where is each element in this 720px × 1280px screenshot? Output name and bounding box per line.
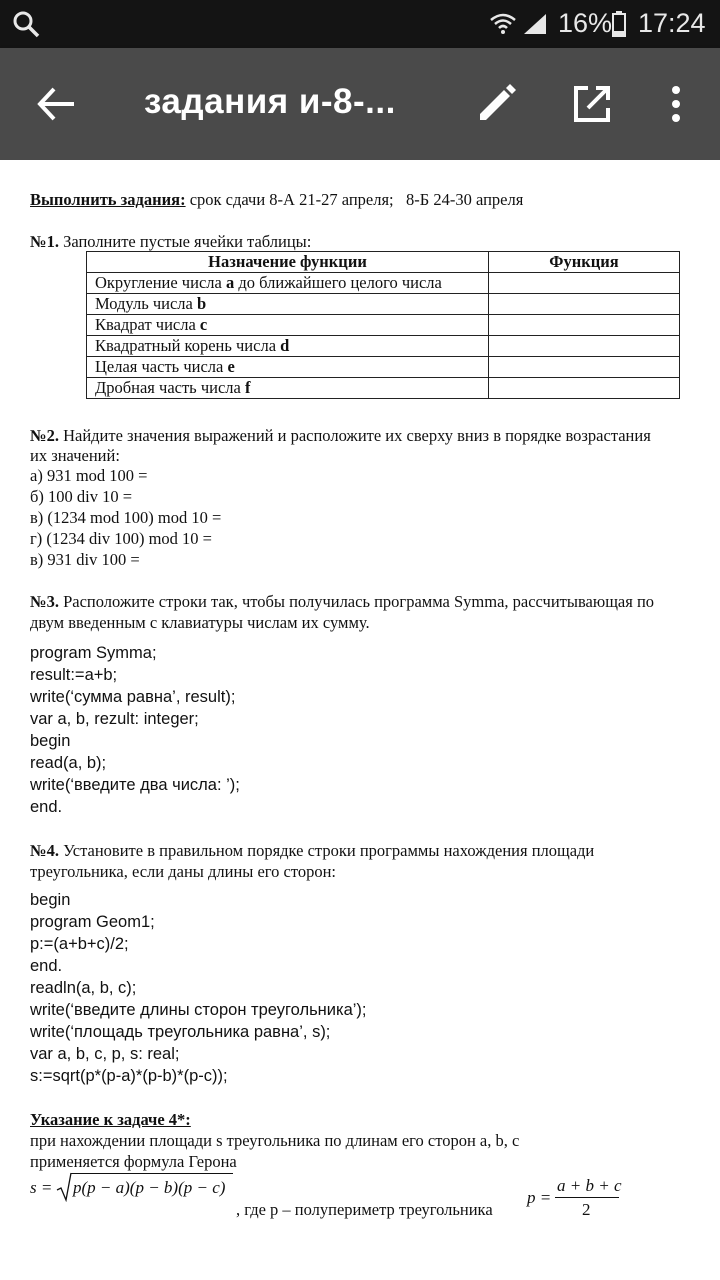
code-line: begin (30, 891, 71, 909)
hint-title: Указание к задаче 4*: (30, 1110, 191, 1129)
wifi-icon (490, 12, 516, 36)
empty-cell (489, 357, 680, 378)
list-item: а) 931 mod 100 = (30, 466, 148, 485)
code-line: var a, b, c, p, s: real; (30, 1045, 180, 1063)
back-arrow-icon[interactable] (36, 86, 76, 122)
code-line: end. (30, 957, 63, 975)
list-item: в) (1234 mod 100) mod 10 = (30, 508, 222, 527)
table-row: Целая часть числа e (87, 357, 680, 378)
task3-heading: №3. Расположите строки так, чтобы получилась программа Symma, рассчитывающая по (30, 592, 655, 611)
edit-pencil-icon[interactable] (476, 84, 516, 124)
document-title: задания и-8-... (144, 82, 396, 121)
table-row: Округление числа a до ближайшего целого числа (87, 273, 680, 294)
code-line: program Symma; (30, 644, 157, 662)
formula-p-denominator: 2 (582, 1200, 591, 1219)
battery-icon (612, 11, 626, 37)
table-row: Квадратный корень числа d (87, 336, 680, 357)
code-line: end. (30, 798, 63, 816)
table-row: Модуль числа b (87, 294, 680, 315)
code-line: write(‘введите длины сторон треугольника’); (30, 1001, 367, 1019)
code-line: write(‘сумма равна’, result); (30, 688, 236, 706)
clock: 17:24 (638, 8, 706, 38)
empty-cell (489, 378, 680, 399)
battery-percent: 16% (558, 8, 613, 38)
code-line: begin (30, 732, 71, 750)
list-item: в) 931 div 100 = (30, 550, 140, 569)
signal-icon (522, 12, 548, 36)
code-line: program Geom1; (30, 913, 155, 931)
list-item: г) (1234 div 100) mod 10 = (30, 529, 212, 548)
table-row: Квадрат числа c (87, 315, 680, 336)
search-icon[interactable] (12, 10, 40, 38)
table-row: Дробная часть числа f (87, 378, 680, 399)
code-line: s:=sqrt(p*(p-a)*(p-b)*(p-c)); (30, 1067, 228, 1085)
list-item: б) 100 div 10 = (30, 487, 133, 506)
code-line: p:=(a+b+c)/2; (30, 935, 129, 953)
code-line: result:=a+b; (30, 666, 118, 684)
empty-cell (489, 273, 680, 294)
task3-heading-line2: двум введенным с клавиатуры числам их сумму. (30, 613, 370, 632)
code-line: write(‘площадь треугольника равна’, s); (30, 1023, 331, 1041)
empty-cell (489, 315, 680, 336)
code-line: var a, b, rezult: integer; (30, 710, 199, 728)
formula-radicand: p(p − a)(p − b)(p − c) (73, 1178, 226, 1197)
sqrt-bar (71, 1173, 233, 1174)
table-header-function: Функция (489, 252, 680, 273)
formula-s-lhs: s = (30, 1178, 53, 1197)
formula-p-lhs: p = (527, 1188, 552, 1207)
task1-heading: №1. Заполните пустые ячейки таблицы: (30, 232, 312, 251)
fraction-bar (555, 1197, 619, 1198)
app-bar (0, 48, 720, 160)
open-external-icon[interactable] (572, 84, 612, 124)
sqrt-symbol (56, 1172, 72, 1202)
task4-heading: №4. Установите в правильном порядке строки программы нахождения площади (30, 841, 595, 860)
functions-table (86, 251, 680, 399)
code-line: write(‘введите два числа: ’); (30, 776, 240, 794)
task4-heading-line2: треугольника, если даны длины его сторон: (30, 862, 337, 881)
document-page[interactable] (0, 160, 720, 1280)
task2-heading-line2: их значений: (30, 446, 120, 465)
hint-line: применяется формула Герона (30, 1152, 237, 1171)
empty-cell (489, 294, 680, 315)
hint-line: при нахождении площади s треугольника по длинам его сторон a, b, c (30, 1131, 520, 1150)
formula-p-numerator: a + b + c (557, 1176, 622, 1195)
semiperimeter-note: , где p – полупериметр треугольника (236, 1200, 493, 1219)
table-header-purpose: Назначение функции (87, 252, 489, 273)
status-bar (0, 0, 720, 48)
assignment-header: Выполнить задания: срок сдачи 8-А 21-27 апреля; 8-Б 24-30 апреля (30, 190, 524, 209)
code-line: readln(a, b, c); (30, 979, 137, 997)
more-vert-icon[interactable] (664, 84, 688, 124)
code-line: read(a, b); (30, 754, 107, 772)
empty-cell (489, 336, 680, 357)
task2-heading: №2. Найдите значения выражений и расположите их сверху вниз в порядке возрастания (30, 426, 651, 445)
